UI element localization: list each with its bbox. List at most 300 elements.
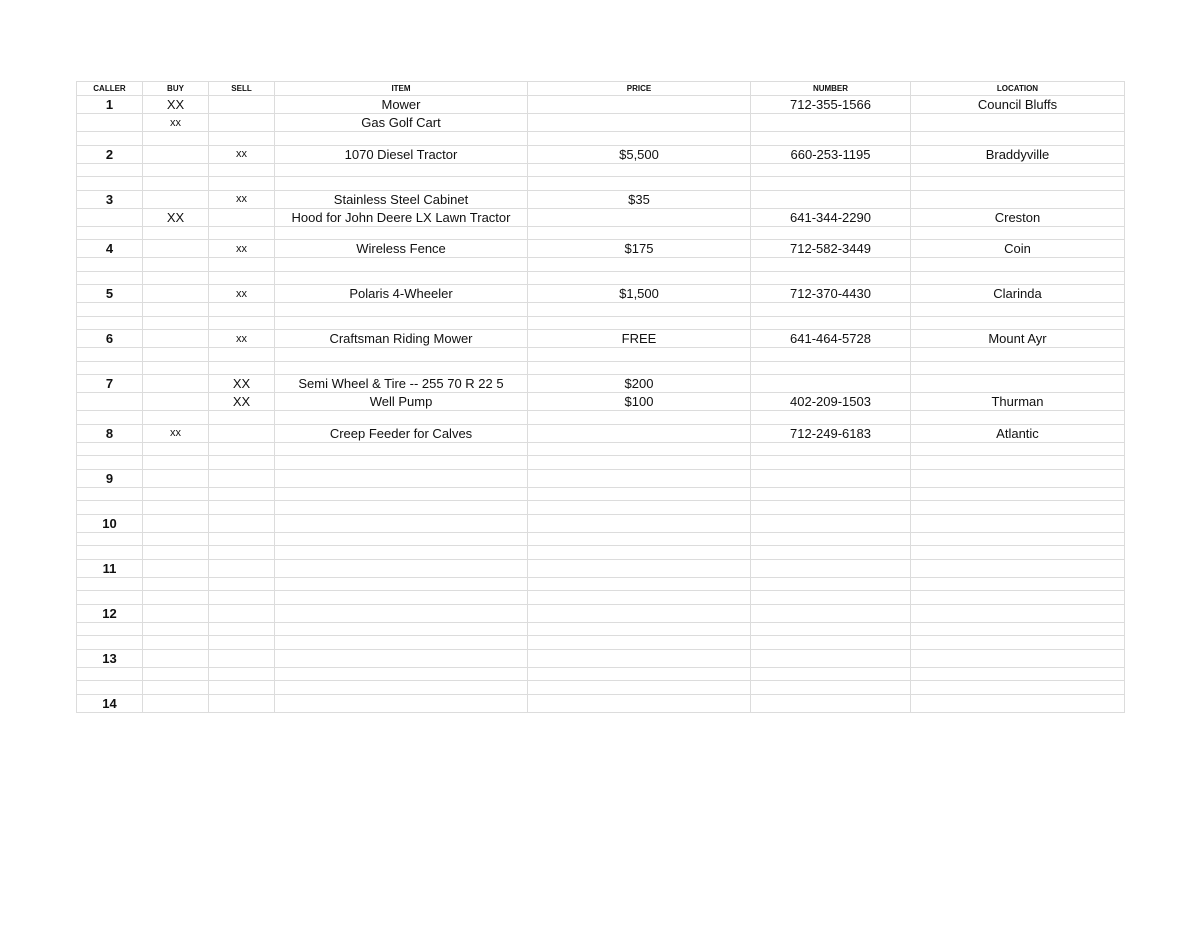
cell-price[interactable] (528, 303, 751, 317)
cell-item[interactable] (275, 442, 528, 456)
cell-caller[interactable]: 12 (77, 604, 143, 622)
cell-price[interactable] (528, 591, 751, 605)
cell-location[interactable]: Braddyville (911, 145, 1125, 163)
cell-item[interactable] (275, 649, 528, 667)
cell-number[interactable] (751, 411, 911, 425)
cell-caller[interactable] (77, 114, 143, 132)
cell-caller[interactable] (77, 132, 143, 146)
cell-location[interactable] (911, 442, 1125, 456)
cell-caller[interactable]: 5 (77, 285, 143, 303)
cell-buy[interactable] (143, 316, 209, 330)
cell-location[interactable] (911, 258, 1125, 272)
cell-buy[interactable] (143, 649, 209, 667)
cell-price[interactable] (528, 532, 751, 546)
cell-caller[interactable] (77, 591, 143, 605)
cell-caller[interactable] (77, 577, 143, 591)
cell-location[interactable] (911, 501, 1125, 515)
cell-buy[interactable] (143, 411, 209, 425)
cell-location[interactable] (911, 456, 1125, 470)
cell-number[interactable] (751, 532, 911, 546)
cell-buy[interactable] (143, 145, 209, 163)
cell-number[interactable] (751, 348, 911, 362)
cell-caller[interactable]: 9 (77, 469, 143, 487)
cell-number[interactable] (751, 456, 911, 470)
cell-location[interactable]: Thurman (911, 393, 1125, 411)
table-row (77, 591, 1125, 605)
cell-buy[interactable] (143, 177, 209, 191)
cell-location[interactable] (911, 591, 1125, 605)
cell-buy[interactable] (143, 226, 209, 240)
cell-caller[interactable] (77, 271, 143, 285)
cell-location[interactable] (911, 348, 1125, 362)
cell-buy[interactable]: XX (143, 208, 209, 226)
cell-price[interactable] (528, 316, 751, 330)
cell-buy[interactable] (143, 546, 209, 560)
cell-sell[interactable] (209, 532, 275, 546)
table-row (77, 132, 1125, 146)
cell-sell[interactable] (209, 577, 275, 591)
cell-item[interactable]: Semi Wheel & Tire -- 255 70 R 22 5 (275, 375, 528, 393)
cell-location[interactable] (911, 532, 1125, 546)
cell-price[interactable] (528, 258, 751, 272)
cell-caller[interactable]: 3 (77, 190, 143, 208)
cell-caller[interactable] (77, 348, 143, 362)
cell-buy[interactable] (143, 442, 209, 456)
cell-caller[interactable]: 4 (77, 240, 143, 258)
cell-item[interactable] (275, 177, 528, 191)
cell-item[interactable] (275, 303, 528, 317)
cell-location[interactable] (911, 177, 1125, 191)
cell-price[interactable] (528, 132, 751, 146)
cell-buy[interactable] (143, 501, 209, 515)
cell-buy[interactable] (143, 348, 209, 362)
cell-caller[interactable] (77, 208, 143, 226)
cell-item[interactable] (275, 681, 528, 695)
cell-number[interactable]: 402-209-1503 (751, 393, 911, 411)
cell-sell[interactable] (209, 622, 275, 636)
cell-location[interactable] (911, 226, 1125, 240)
cell-price[interactable]: FREE (528, 330, 751, 348)
cell-caller[interactable]: 1 (77, 96, 143, 114)
cell-caller[interactable] (77, 361, 143, 375)
cell-item[interactable]: Craftsman Riding Mower (275, 330, 528, 348)
cell-caller[interactable] (77, 636, 143, 650)
cell-price[interactable] (528, 622, 751, 636)
cell-buy[interactable] (143, 681, 209, 695)
cell-buy[interactable]: xx (143, 424, 209, 442)
cell-buy[interactable] (143, 591, 209, 605)
cell-price[interactable] (528, 226, 751, 240)
cell-item[interactable] (275, 667, 528, 681)
cell-caller[interactable]: 13 (77, 649, 143, 667)
cell-sell[interactable] (209, 258, 275, 272)
cell-caller[interactable] (77, 316, 143, 330)
cell-price[interactable]: $200 (528, 375, 751, 393)
cell-sell[interactable]: xx (209, 145, 275, 163)
cell-sell[interactable] (209, 163, 275, 177)
cell-item[interactable] (275, 348, 528, 362)
cell-sell[interactable] (209, 348, 275, 362)
cell-buy[interactable] (143, 375, 209, 393)
cell-number[interactable] (751, 667, 911, 681)
column-header-sell: SELL (209, 82, 275, 96)
cell-buy[interactable] (143, 258, 209, 272)
cell-price[interactable] (528, 501, 751, 515)
cell-item[interactable]: Mower (275, 96, 528, 114)
cell-price[interactable]: $35 (528, 190, 751, 208)
cell-number[interactable] (751, 258, 911, 272)
cell-price[interactable] (528, 208, 751, 226)
cell-location[interactable]: Clarinda (911, 285, 1125, 303)
cell-buy[interactable] (143, 190, 209, 208)
cell-number[interactable] (751, 604, 911, 622)
cell-sell[interactable]: xx (209, 190, 275, 208)
cell-caller[interactable] (77, 622, 143, 636)
cell-number[interactable] (751, 361, 911, 375)
cell-location[interactable] (911, 546, 1125, 560)
cell-price[interactable] (528, 442, 751, 456)
cell-price[interactable] (528, 649, 751, 667)
cell-price[interactable] (528, 604, 751, 622)
cell-number[interactable] (751, 591, 911, 605)
cell-price[interactable] (528, 96, 751, 114)
cell-caller[interactable]: 11 (77, 559, 143, 577)
cell-number[interactable] (751, 546, 911, 560)
cell-sell[interactable] (209, 114, 275, 132)
cell-buy[interactable] (143, 487, 209, 501)
cell-item[interactable] (275, 604, 528, 622)
cell-price[interactable] (528, 361, 751, 375)
cell-buy[interactable] (143, 285, 209, 303)
cell-number[interactable] (751, 375, 911, 393)
cell-location[interactable] (911, 622, 1125, 636)
cell-location[interactable] (911, 694, 1125, 712)
cell-sell[interactable]: XX (209, 393, 275, 411)
table-row (77, 559, 1125, 577)
cell-location[interactable] (911, 559, 1125, 577)
cell-item[interactable] (275, 501, 528, 515)
cell-buy[interactable] (143, 532, 209, 546)
cell-caller[interactable] (77, 681, 143, 695)
cell-caller[interactable] (77, 546, 143, 560)
cell-number[interactable] (751, 622, 911, 636)
column-header-price: PRICE (528, 82, 751, 96)
cell-location[interactable]: Atlantic (911, 424, 1125, 442)
cell-price[interactable] (528, 694, 751, 712)
cell-caller[interactable] (77, 667, 143, 681)
cell-caller[interactable]: 10 (77, 514, 143, 532)
cell-sell[interactable] (209, 514, 275, 532)
cell-price[interactable] (528, 177, 751, 191)
cell-sell[interactable] (209, 411, 275, 425)
cell-sell[interactable] (209, 361, 275, 375)
cell-location[interactable] (911, 577, 1125, 591)
cell-location[interactable] (911, 604, 1125, 622)
cell-buy[interactable] (143, 163, 209, 177)
cell-sell[interactable] (209, 559, 275, 577)
cell-buy[interactable] (143, 393, 209, 411)
cell-location[interactable] (911, 636, 1125, 650)
cell-item[interactable] (275, 132, 528, 146)
cell-location[interactable] (911, 163, 1125, 177)
cell-item[interactable]: Creep Feeder for Calves (275, 424, 528, 442)
cell-sell[interactable] (209, 226, 275, 240)
cell-number[interactable] (751, 636, 911, 650)
cell-caller[interactable] (77, 487, 143, 501)
cell-buy[interactable] (143, 132, 209, 146)
cell-number[interactable]: 641-344-2290 (751, 208, 911, 226)
table-row (77, 240, 1125, 258)
cell-caller[interactable]: 8 (77, 424, 143, 442)
cell-sell[interactable] (209, 604, 275, 622)
table-row (77, 375, 1125, 393)
cell-price[interactable] (528, 487, 751, 501)
cell-sell[interactable] (209, 456, 275, 470)
cell-location[interactable] (911, 667, 1125, 681)
cell-price[interactable]: $1,500 (528, 285, 751, 303)
cell-sell[interactable] (209, 271, 275, 285)
cell-number[interactable] (751, 469, 911, 487)
cell-caller[interactable]: 2 (77, 145, 143, 163)
table-row (77, 442, 1125, 456)
cell-number[interactable] (751, 694, 911, 712)
cell-location[interactable]: Council Bluffs (911, 96, 1125, 114)
table-row (77, 285, 1125, 303)
cell-item[interactable] (275, 577, 528, 591)
cell-item[interactable]: 1070 Diesel Tractor (275, 145, 528, 163)
column-header-item: ITEM (275, 82, 528, 96)
cell-buy[interactable] (143, 667, 209, 681)
cell-caller[interactable] (77, 258, 143, 272)
cell-item[interactable] (275, 258, 528, 272)
cell-price[interactable] (528, 559, 751, 577)
cell-caller[interactable] (77, 456, 143, 470)
cell-price[interactable] (528, 424, 751, 442)
cell-number[interactable] (751, 487, 911, 501)
cell-sell[interactable] (209, 96, 275, 114)
cell-sell[interactable] (209, 424, 275, 442)
cell-item[interactable] (275, 456, 528, 470)
cell-location[interactable]: Creston (911, 208, 1125, 226)
cell-price[interactable] (528, 577, 751, 591)
table-row (77, 411, 1125, 425)
cell-location[interactable] (911, 132, 1125, 146)
cell-price[interactable] (528, 271, 751, 285)
cell-location[interactable] (911, 303, 1125, 317)
cell-caller[interactable] (77, 501, 143, 515)
table-row (77, 532, 1125, 546)
cell-item[interactable]: Polaris 4-Wheeler (275, 285, 528, 303)
table-row (77, 622, 1125, 636)
cell-number[interactable] (751, 114, 911, 132)
cell-item[interactable]: Hood for John Deere LX Lawn Tractor (275, 208, 528, 226)
cell-price[interactable] (528, 636, 751, 650)
cell-location[interactable] (911, 487, 1125, 501)
cell-location[interactable] (911, 514, 1125, 532)
table-row (77, 393, 1125, 411)
cell-location[interactable] (911, 649, 1125, 667)
cell-item[interactable] (275, 487, 528, 501)
cell-price[interactable] (528, 469, 751, 487)
cell-location[interactable] (911, 271, 1125, 285)
cell-item[interactable]: Gas Golf Cart (275, 114, 528, 132)
cell-price[interactable] (528, 348, 751, 362)
cell-sell[interactable]: xx (209, 285, 275, 303)
cell-location[interactable] (911, 361, 1125, 375)
cell-buy[interactable] (143, 694, 209, 712)
cell-location[interactable] (911, 375, 1125, 393)
cell-price[interactable]: $100 (528, 393, 751, 411)
cell-price[interactable] (528, 114, 751, 132)
cell-location[interactable]: Mount Ayr (911, 330, 1125, 348)
cell-sell[interactable] (209, 636, 275, 650)
cell-number[interactable] (751, 514, 911, 532)
cell-sell[interactable] (209, 681, 275, 695)
cell-sell[interactable] (209, 667, 275, 681)
cell-item[interactable] (275, 411, 528, 425)
cell-sell[interactable] (209, 487, 275, 501)
cell-price[interactable]: $175 (528, 240, 751, 258)
cell-caller[interactable]: 14 (77, 694, 143, 712)
cell-price[interactable] (528, 546, 751, 560)
cell-buy[interactable]: XX (143, 96, 209, 114)
cell-caller[interactable] (77, 532, 143, 546)
cell-item[interactable] (275, 559, 528, 577)
cell-buy[interactable] (143, 636, 209, 650)
cell-buy[interactable] (143, 361, 209, 375)
cell-number[interactable] (751, 190, 911, 208)
cell-sell[interactable] (209, 177, 275, 191)
table-row (77, 145, 1125, 163)
cell-sell[interactable]: XX (209, 375, 275, 393)
cell-sell[interactable] (209, 649, 275, 667)
cell-price[interactable] (528, 163, 751, 177)
table-row (77, 316, 1125, 330)
cell-number[interactable]: 641-464-5728 (751, 330, 911, 348)
cell-number[interactable] (751, 501, 911, 515)
cell-item[interactable] (275, 514, 528, 532)
cell-location[interactable] (911, 411, 1125, 425)
cell-number[interactable] (751, 316, 911, 330)
cell-buy[interactable] (143, 240, 209, 258)
cell-location[interactable]: Coin (911, 240, 1125, 258)
cell-location[interactable] (911, 469, 1125, 487)
cell-item[interactable] (275, 226, 528, 240)
cell-item[interactable] (275, 546, 528, 560)
cell-buy[interactable]: xx (143, 114, 209, 132)
table-row (77, 330, 1125, 348)
cell-number[interactable] (751, 271, 911, 285)
cell-buy[interactable] (143, 514, 209, 532)
cell-caller[interactable] (77, 411, 143, 425)
cell-number[interactable] (751, 442, 911, 456)
cell-sell[interactable]: xx (209, 330, 275, 348)
table-row (77, 114, 1125, 132)
cell-item[interactable] (275, 316, 528, 330)
cell-buy[interactable] (143, 271, 209, 285)
cell-buy[interactable] (143, 622, 209, 636)
cell-item[interactable] (275, 694, 528, 712)
cell-item[interactable]: Well Pump (275, 393, 528, 411)
cell-caller[interactable]: 7 (77, 375, 143, 393)
cell-sell[interactable] (209, 316, 275, 330)
cell-caller[interactable] (77, 163, 143, 177)
cell-buy[interactable] (143, 604, 209, 622)
cell-caller[interactable] (77, 442, 143, 456)
cell-buy[interactable] (143, 577, 209, 591)
cell-item[interactable] (275, 622, 528, 636)
cell-number[interactable] (751, 163, 911, 177)
cell-item[interactable] (275, 532, 528, 546)
cell-item[interactable] (275, 469, 528, 487)
cell-item[interactable] (275, 591, 528, 605)
cell-number[interactable] (751, 132, 911, 146)
cell-sell[interactable] (209, 442, 275, 456)
cell-caller[interactable] (77, 303, 143, 317)
cell-number[interactable]: 712-370-4430 (751, 285, 911, 303)
cell-price[interactable]: $5,500 (528, 145, 751, 163)
cell-sell[interactable] (209, 591, 275, 605)
cell-item[interactable]: Wireless Fence (275, 240, 528, 258)
cell-caller[interactable] (77, 226, 143, 240)
cell-number[interactable] (751, 577, 911, 591)
cell-sell[interactable] (209, 501, 275, 515)
cell-location[interactable] (911, 681, 1125, 695)
cell-number[interactable]: 712-355-1566 (751, 96, 911, 114)
cell-sell[interactable] (209, 546, 275, 560)
cell-number[interactable] (751, 681, 911, 695)
column-header-buy: BUY (143, 82, 209, 96)
cell-number[interactable] (751, 226, 911, 240)
cell-price[interactable] (528, 411, 751, 425)
cell-sell[interactable] (209, 469, 275, 487)
cell-location[interactable] (911, 114, 1125, 132)
cell-caller[interactable] (77, 393, 143, 411)
cell-buy[interactable] (143, 469, 209, 487)
cell-number[interactable]: 660-253-1195 (751, 145, 911, 163)
cell-price[interactable] (528, 681, 751, 695)
cell-caller[interactable]: 6 (77, 330, 143, 348)
cell-item[interactable] (275, 361, 528, 375)
cell-price[interactable] (528, 667, 751, 681)
cell-number[interactable] (751, 177, 911, 191)
cell-number[interactable]: 712-249-6183 (751, 424, 911, 442)
cell-location[interactable] (911, 190, 1125, 208)
cell-sell[interactable] (209, 132, 275, 146)
cell-buy[interactable] (143, 330, 209, 348)
cell-number[interactable]: 712-582-3449 (751, 240, 911, 258)
cell-item[interactable] (275, 636, 528, 650)
cell-buy[interactable] (143, 559, 209, 577)
cell-price[interactable] (528, 456, 751, 470)
table-row (77, 667, 1125, 681)
cell-number[interactable] (751, 303, 911, 317)
cell-item[interactable]: Stainless Steel Cabinet (275, 190, 528, 208)
cell-number[interactable] (751, 649, 911, 667)
cell-sell[interactable] (209, 208, 275, 226)
cell-sell[interactable]: xx (209, 240, 275, 258)
cell-caller[interactable] (77, 177, 143, 191)
cell-location[interactable] (911, 316, 1125, 330)
cell-sell[interactable] (209, 694, 275, 712)
cell-sell[interactable] (209, 303, 275, 317)
cell-price[interactable] (528, 514, 751, 532)
cell-item[interactable] (275, 271, 528, 285)
cell-number[interactable] (751, 559, 911, 577)
cell-buy[interactable] (143, 456, 209, 470)
cell-buy[interactable] (143, 303, 209, 317)
cell-item[interactable] (275, 163, 528, 177)
